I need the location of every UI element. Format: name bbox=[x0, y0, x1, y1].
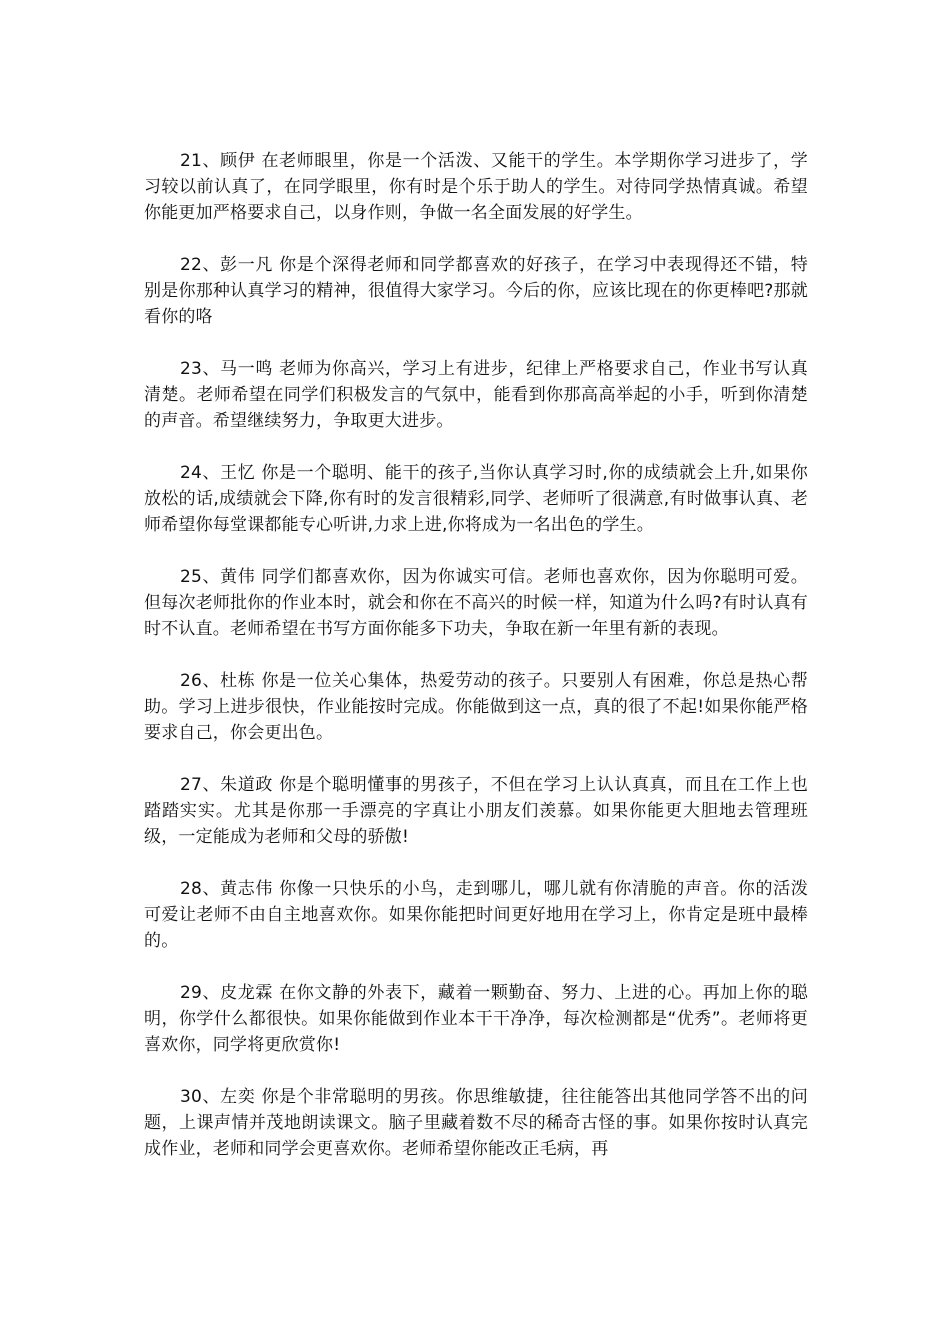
comment-paragraph-30 bbox=[144, 1084, 808, 1162]
student-name: 左奕 bbox=[220, 1087, 256, 1107]
comment-text: 你是一个聪明、能干的孩子,当你认真学习时,你的成绩就会上升,如果你放松的话,成绩就会下降,你有时的发言很精彩,同学、老师听了很满意,有时做事认真、老师希望你每堂课都能专心听讲,力求上进,你将成为一名出色的学生。 bbox=[144, 463, 808, 535]
comment-number: 24、 bbox=[180, 463, 221, 483]
comment-text: 你像一只快乐的小鸟，走到哪儿，哪儿就有你清脆的声音。你的活泼可爱让老师不由自主地喜欢你。如果你能把时间更好地用在学习上，你肯定是班中最棒的。 bbox=[144, 879, 809, 951]
student-name: 朱道政 bbox=[220, 775, 274, 795]
student-name: 皮龙霖 bbox=[220, 983, 274, 1003]
comment-text: 你是个非常聪明的男孩。你思维敏捷，往往能答出其他同学答不出的问题，上课声情并茂地朗读课文。脑子里藏着数不尽的稀奇古怪的事。如果你按时认真完成作业，老师和同学会更喜欢你。老师希望你能改正毛病，再 bbox=[144, 1087, 809, 1159]
comment-number: 21、 bbox=[180, 151, 221, 171]
comment-number: 29、 bbox=[180, 983, 221, 1003]
student-name: 顾伊 bbox=[220, 151, 256, 171]
comment-text: 在你文静的外表下，藏着一颗勤奋、努力、上进的心。再加上你的聪明，你学什么都很快。如果你能做到作业本干干净净，每次检测都是“优秀”。老师将更喜欢你，同学将更欣赏你! bbox=[144, 983, 809, 1055]
comment-paragraph-23 bbox=[144, 356, 808, 434]
student-name: 黄伟 bbox=[220, 567, 256, 587]
comment-paragraph-22 bbox=[144, 252, 808, 330]
student-name: 马一鸣 bbox=[220, 359, 274, 379]
comment-paragraph-28 bbox=[144, 876, 808, 954]
comment-text: 你是个深得老师和同学都喜欢的好孩子，在学习中表现得还不错，特别是你那种认真学习的精神，很值得大家学习。今后的你，应该比现在的你更棒吧?那就看你的咯 bbox=[144, 255, 809, 327]
comment-text: 在老师眼里，你是一个活泼、又能干的学生。本学期你学习进步了，学习较以前认真了，在同学眼里，你有时是个乐于助人的学生。对待同学热情真诚。希望你能更加严格要求自己，以身作则，争做一名全面发展的好学生。 bbox=[144, 151, 809, 223]
comment-paragraph-21 bbox=[144, 148, 808, 226]
comment-text: 同学们都喜欢你，因为你诚实可信。老师也喜欢你，因为你聪明可爱。但每次老师批你的作业本时，就会和你在不高兴的时候一样，知道为什么吗?有时认真有时不认直。老师希望在书写方面你能多下功夫，争取在新一年里有新的表现。 bbox=[144, 567, 809, 639]
comment-number: 27、 bbox=[180, 775, 221, 795]
comment-paragraph-24 bbox=[144, 460, 808, 538]
comment-paragraph-25 bbox=[144, 564, 808, 642]
student-name: 王忆 bbox=[220, 463, 256, 483]
comment-number: 26、 bbox=[180, 671, 221, 691]
comment-paragraph-27 bbox=[144, 772, 808, 850]
student-name: 杜栋 bbox=[220, 671, 256, 691]
comment-text: 老师为你高兴，学习上有进步，纪律上严格要求自己，作业书写认真清楚。老师希望在同学们积极发言的气氛中，能看到你那高高举起的小手，听到你清楚的声音。希望继续努力，争取更大进步。 bbox=[144, 359, 809, 431]
student-name: 黄志伟 bbox=[220, 879, 274, 899]
comment-text: 你是个聪明懂事的男孩子，不但在学习上认认真真，而且在工作上也踏踏实实。尤其是你那一手漂亮的字真让小朋友们羡慕。如果你能更大胆地去管理班级，一定能成为老师和父母的骄傲! bbox=[144, 775, 809, 847]
comment-number: 30、 bbox=[180, 1087, 221, 1107]
comment-text: 你是一位关心集体，热爱劳动的孩子。只要别人有困难，你总是热心帮助。学习上进步很快，作业能按时完成。你能做到这一点，真的很了不起!如果你能严格要求自己，你会更出色。 bbox=[144, 671, 809, 743]
comment-number: 23、 bbox=[180, 359, 221, 379]
document-body bbox=[144, 148, 808, 1188]
comment-paragraph-26 bbox=[144, 668, 808, 746]
student-name: 彭一凡 bbox=[220, 255, 274, 275]
comment-number: 22、 bbox=[180, 255, 221, 275]
comment-number: 25、 bbox=[180, 567, 221, 587]
comment-number: 28、 bbox=[180, 879, 221, 899]
comment-paragraph-29 bbox=[144, 980, 808, 1058]
